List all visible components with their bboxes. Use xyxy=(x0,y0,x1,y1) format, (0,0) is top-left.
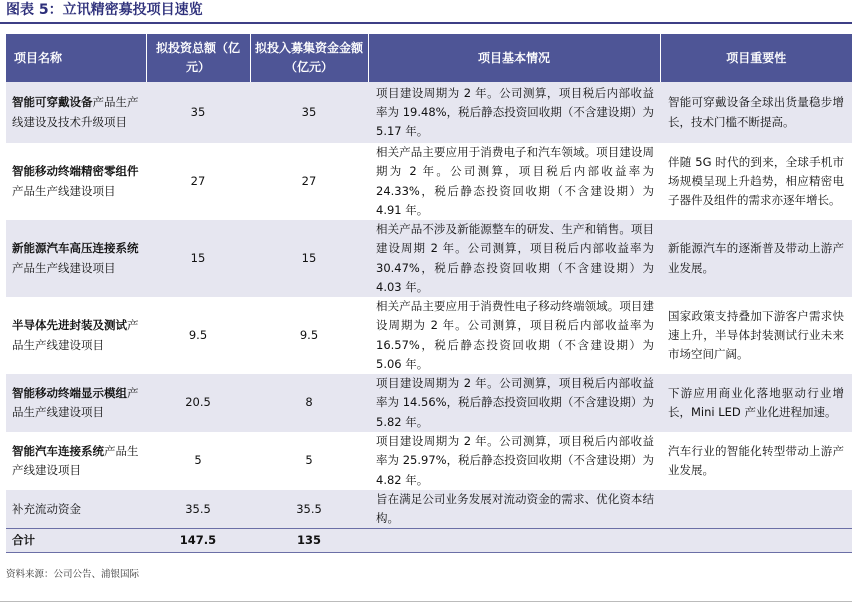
col-header-raised-funds: 拟投入募集资金金额（亿元） xyxy=(250,34,368,82)
raised-funds-cell: 35.5 xyxy=(250,490,368,529)
basic-info-cell: 项目建设周期为 2 年。公司测算，项目税后内部收益率为 19.48%，税后静态投资回收期（不含建设期）为 5.17 年。 xyxy=(368,82,660,143)
project-name-rest: 产品生产线建设项目 xyxy=(12,183,116,198)
project-name-rest: 产品生产线建设项目 xyxy=(12,318,139,352)
table-row xyxy=(6,490,852,529)
project-name-highlight: 智能移动终端显示模组 xyxy=(12,385,127,400)
total-investment-cell: 20.5 xyxy=(146,374,250,432)
col-header-project-name: 项目名称 xyxy=(6,34,146,82)
total-investment-cell: 35 xyxy=(146,82,250,143)
total-investment-cell: 9.5 xyxy=(146,297,250,374)
raised-funds-cell: 9.5 xyxy=(250,297,368,374)
source-note: 资料来源：公司公告、浦银国际 xyxy=(6,569,140,580)
project-name-rest: 产品生产线建设项目 xyxy=(12,260,116,275)
basic-info-cell: 相关产品主要应用于消费性电子移动终端领域。项目建设周期为 2 年。公司测算，项目税后内部收益率为 16.57%，税后静态投资回收期（不含建设期）为 5.06 年。 xyxy=(368,297,660,374)
project-name-highlight: 智能移动终端精密零组件 xyxy=(12,164,139,179)
total-investment-cell: 5 xyxy=(146,432,250,490)
bottom-divider xyxy=(0,601,852,602)
project-name-cell xyxy=(6,82,146,143)
basic-info-cell: 相关产品主要应用于消费电子和汽车领域。项目建设周期为 2 年。公司测算，项目税后内部收益率为 24.33%，税后静态投资回收期（不含建设期）为 4.91 年。 xyxy=(368,143,660,220)
col-header-basic-info: 项目基本情况 xyxy=(368,34,660,82)
basic-info-cell: 项目建设周期为 2 年。公司测算，项目税后内部收益率为 14.56%，税后静态投资回收期（不含建设期）为 5.82 年。 xyxy=(368,374,660,432)
project-name-highlight: 智能可穿戴设备 xyxy=(12,95,93,110)
project-name-cell xyxy=(6,432,146,490)
basic-info-cell: 相关产品不涉及新能源整车的研发、生产和销售。项目建设周期 2 年。公司测算，项目税后内部收益率为 30.47%，税后静态投资回收期（不含建设期）为 4.03 年。 xyxy=(368,220,660,297)
project-name-cell xyxy=(6,374,146,432)
table-header-row xyxy=(6,34,852,82)
project-name-cell xyxy=(6,143,146,220)
col-header-importance: 项目重要性 xyxy=(660,34,852,82)
basic-info-cell: 项目建设周期为 2 年。公司测算，项目税后内部收益率为 25.97%，税后静态投资回收期（不含建设期）为 4.82 年。 xyxy=(368,432,660,490)
raised-funds-sum: 135 xyxy=(250,529,368,553)
total-investment-cell: 27 xyxy=(146,143,250,220)
importance-cell: 汽车行业的智能化转型带动上游产业发展。 xyxy=(660,432,852,490)
table-row xyxy=(6,374,852,432)
total-investment-sum: 147.5 xyxy=(146,529,250,553)
raised-funds-cell: 15 xyxy=(250,220,368,297)
projects-table xyxy=(6,34,852,553)
table-row xyxy=(6,143,852,220)
importance-cell: 下游应用商业化落地驱动行业增长，Mini LED 产业化进程加速。 xyxy=(660,374,852,432)
total-investment-cell: 35.5 xyxy=(146,490,250,529)
importance-cell: 国家政策支持叠加下游客户需求快速上升，半导体封装测试行业未来市场空间广阔。 xyxy=(660,297,852,374)
basic-info-cell: 旨在满足公司业务发展对流动资金的需求、优化资本结构。 xyxy=(368,490,660,529)
table-row xyxy=(6,220,852,297)
project-name-rest: 产品生产线建设项目 xyxy=(12,385,139,419)
project-name-highlight: 新能源汽车高压连接系统 xyxy=(12,241,139,256)
project-name-rest: 补充流动资金 xyxy=(12,501,81,516)
importance-cell: 新能源汽车的逐渐普及带动上游产业发展。 xyxy=(660,220,852,297)
table-row xyxy=(6,82,852,143)
importance-cell: 智能可穿戴设备全球出货量稳步增长，技术门槛不断提高。 xyxy=(660,82,852,143)
title-divider xyxy=(0,22,852,24)
raised-funds-cell: 27 xyxy=(250,143,368,220)
total-empty-cell xyxy=(368,529,660,553)
total-row xyxy=(6,529,852,553)
project-name-cell xyxy=(6,220,146,297)
total-label: 合计 xyxy=(6,529,146,553)
total-investment-cell: 15 xyxy=(146,220,250,297)
raised-funds-cell: 8 xyxy=(250,374,368,432)
raised-funds-cell: 35 xyxy=(250,82,368,143)
figure-title: 图表 5：立讯精密募投项目速览 xyxy=(6,2,203,18)
importance-cell: 伴随 5G 时代的到来，全球手机市场规模呈现上升趋势，相应精密电子器件及组件的需求亦逐年增长。 xyxy=(660,143,852,220)
project-name-highlight: 智能汽车连接系统 xyxy=(12,443,104,458)
raised-funds-cell: 5 xyxy=(250,432,368,490)
table-row xyxy=(6,297,852,374)
col-header-total-investment: 拟投资总额（亿元） xyxy=(146,34,250,82)
importance-cell xyxy=(660,490,852,529)
project-name-highlight: 半导体先进封装及测试 xyxy=(12,318,127,333)
total-empty-cell xyxy=(660,529,852,553)
project-name-rest: 产品生产线建设及技术升级项目 xyxy=(12,95,139,129)
project-name-cell xyxy=(6,297,146,374)
table-row xyxy=(6,432,852,490)
project-name-cell xyxy=(6,490,146,529)
project-name-rest: 产品生产线建设项目 xyxy=(12,443,139,477)
